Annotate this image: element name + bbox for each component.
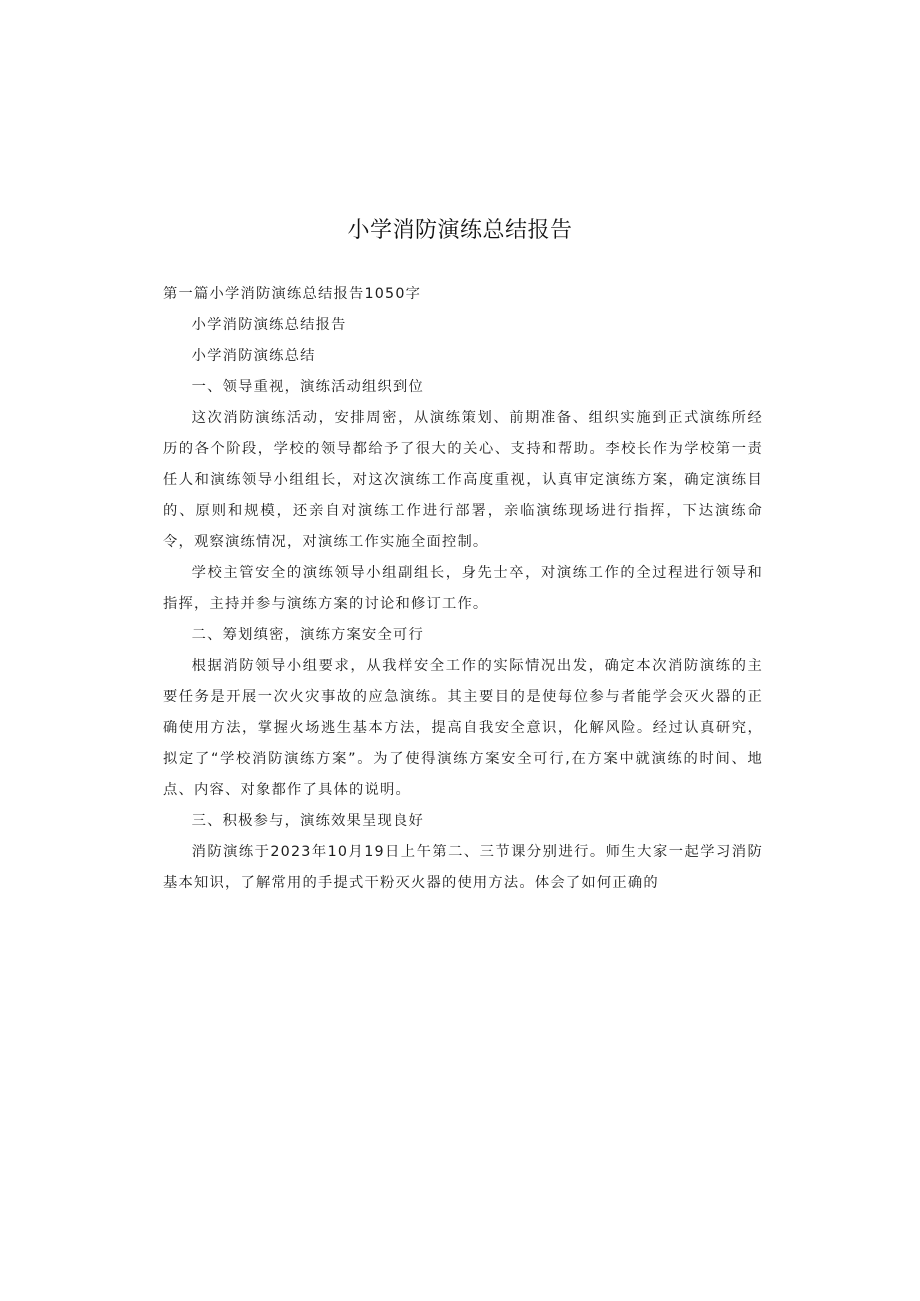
document-title: 小学消防演练总结报告 bbox=[347, 218, 573, 243]
section-heading-3: 三、积极参与，演练效果呈现良好 bbox=[191, 813, 425, 829]
body-paragraph: 学校主管安全的演练领导小组副组长，身先士卒，对演练工作的全过程进行领导和指挥，主持并参与演练方案的讨论和修订工作。 bbox=[163, 565, 763, 612]
body-paragraph: 根据消防领导小组要求，从我样安全工作的实际情况出发，确定本次消防演练的主要任务是开展一次火灾事故的应急演练。其主要目的是使每位参与者能学会灭火器的正确使用方法，掌握火场逃生基本方法，提高自我安全意识，化解风险。经过认真研究，拟定了“学校消防演练方案”。为了使得演练方案安全可行,在方案中就演练的时间、地点、内容、对象都作了具体的说明。 bbox=[163, 658, 763, 798]
article-heading: 第一篇小学消防演练总结报告1050字 bbox=[163, 286, 422, 302]
body-paragraph: 这次消防演练活动，安排周密，从演练策划、前期准备、组织实施到正式演练所经历的各个阶段，学校的领导都给予了很大的关心、支持和帮助。李校长作为学校第一责任人和演练领导小组组长，对这次演练工作高度重视，认真审定演练方案，确定演练目的、原则和规模，还亲自对演练工作进行部署，亲临演练现场进行指挥，下达演练命令，观察演练情况，对演练工作实施全面控制。 bbox=[163, 410, 763, 550]
report-subtitle: 小学消防演练总结报告 bbox=[191, 317, 347, 333]
document-body bbox=[163, 279, 763, 899]
section-heading-2: 二、筹划缜密，演练方案安全可行 bbox=[191, 627, 425, 643]
section-heading-1: 一、领导重视，演练活动组织到位 bbox=[191, 379, 425, 395]
summary-subtitle: 小学消防演练总结 bbox=[191, 348, 316, 364]
body-paragraph: 消防演练于2023年10月19日上午第二、三节课分别进行。师生大家一起学习消防基本知识，了解常用的手提式干粉灭火器的使用方法。体会了如何正确的 bbox=[163, 844, 763, 891]
